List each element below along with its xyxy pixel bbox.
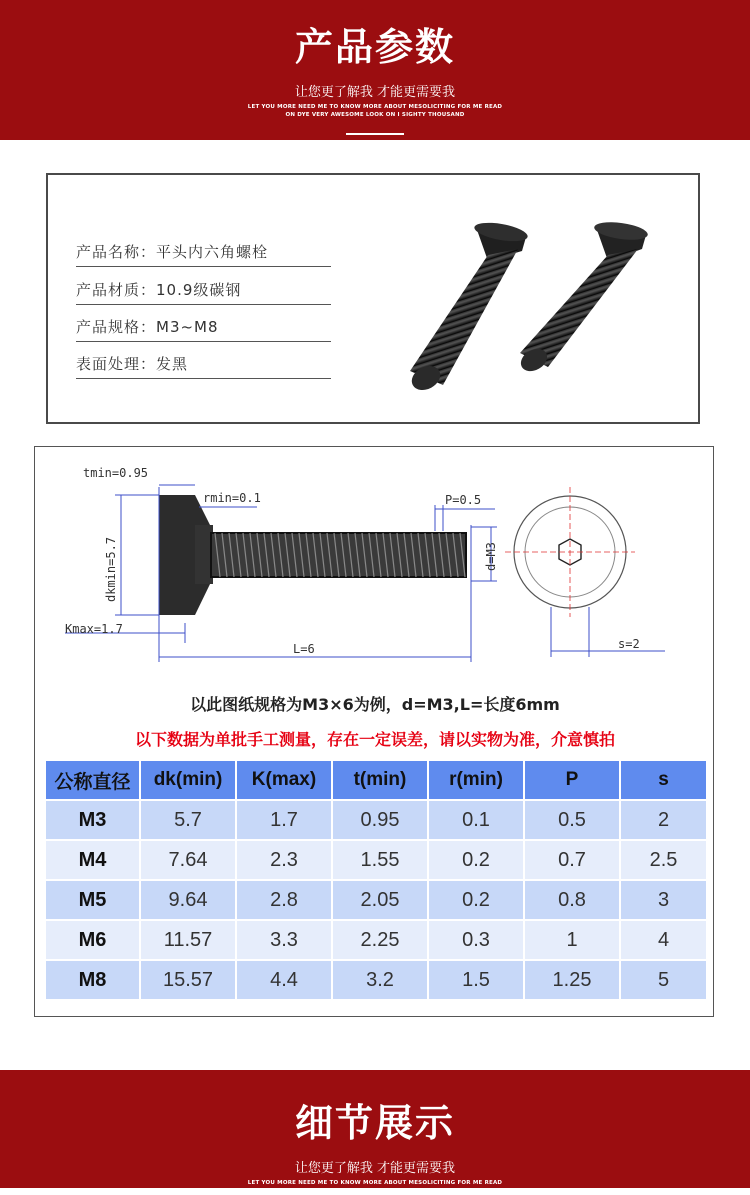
spec-size: 产品规格：M3~M8: [76, 316, 331, 342]
cell: 3: [620, 880, 707, 920]
bolt-right: [517, 219, 649, 375]
spec-name: 产品名称：平头内六角螺栓: [76, 241, 331, 267]
header-cell: s: [620, 760, 707, 800]
cell: M3: [45, 800, 140, 840]
header-cell: t(min): [332, 760, 428, 800]
cell: 0.5: [524, 800, 620, 840]
cell: 0.8: [524, 880, 620, 920]
cell: 4.4: [236, 960, 332, 1000]
cell: 1.25: [524, 960, 620, 1000]
cell: 5.7: [140, 800, 236, 840]
label-l: L=6: [293, 642, 315, 656]
table-row: [45, 880, 707, 920]
label-rmin: rmin=0.1: [203, 491, 261, 505]
english-tagline-1: LET YOU MORE NEED ME TO KNOW MORE ABOUT MESOLICITING FOR ME READ: [247, 1180, 503, 1186]
header-cell: dk(min): [140, 760, 236, 800]
technical-drawing: [35, 447, 715, 682]
cell: 1.5: [428, 960, 524, 1000]
cell: M5: [45, 880, 140, 920]
table-row: [45, 800, 707, 840]
warning-caption: 以下数据为单批手工测量，存在一定误差，请以实物为准，介意慎拍: [134, 730, 615, 749]
english-tagline-2: ON DYE VERY AWESOME LOOK ON I SIGHTY THOUSAND: [285, 112, 465, 118]
cell: 0.95: [332, 800, 428, 840]
cell: 3.3: [236, 920, 332, 960]
english-tagline-1: LET YOU MORE NEED ME TO KNOW MORE ABOUT MESOLICITING FOR ME READ: [247, 104, 503, 110]
label-p: P=0.5: [445, 493, 482, 507]
cell: 2.5: [620, 840, 707, 880]
cell: 15.57: [140, 960, 236, 1000]
label-dkmin: dkmin=5.7: [104, 536, 118, 602]
cell: 0.2: [428, 840, 524, 880]
divider: [346, 133, 404, 135]
cell: M4: [45, 840, 140, 880]
spec-surface: 表面处理：发黑: [76, 353, 331, 379]
spec-table: [44, 759, 708, 1001]
cell: M8: [45, 960, 140, 1000]
label-d: d=M3: [484, 542, 498, 571]
bolt-left: [408, 219, 529, 394]
cell: 5: [620, 960, 707, 1000]
product-info-panel: [46, 173, 700, 424]
cell: 4: [620, 920, 707, 960]
cell: 1: [524, 920, 620, 960]
cell: 2.8: [236, 880, 332, 920]
cell: 11.57: [140, 920, 236, 960]
cell: 2.25: [332, 920, 428, 960]
table-header-row: [45, 760, 707, 800]
cell: 0.2: [428, 880, 524, 920]
example-caption: 以此图纸规格为M3×6为例，d=M3,L=长度6mm: [190, 695, 560, 714]
table-row: [45, 960, 707, 1000]
cell: M6: [45, 920, 140, 960]
header-banner: [0, 0, 750, 140]
cell: 9.64: [140, 880, 236, 920]
label-s: s=2: [618, 637, 640, 651]
label-kmax: Kmax=1.7: [65, 622, 123, 636]
cell: 7.64: [140, 840, 236, 880]
cell: 3.2: [332, 960, 428, 1000]
section-title: 细节展示: [294, 1101, 455, 1145]
header-cell: r(min): [428, 760, 524, 800]
spec-material: 产品材质：10.9级碳钢: [76, 279, 331, 305]
cell: 2: [620, 800, 707, 840]
english-tagline-2: ON DYE VERY AWESOME LOOK ON I SIGHTY THOUSAND: [285, 1188, 465, 1194]
cell: 0.7: [524, 840, 620, 880]
section-title: 产品参数: [294, 25, 455, 69]
cell: 2.05: [332, 880, 428, 920]
cell: 1.55: [332, 840, 428, 880]
cell: 0.1: [428, 800, 524, 840]
section-subtitle: 让您更了解我 才能更需要我: [294, 85, 456, 100]
table-row: [45, 840, 707, 880]
cell: 0.3: [428, 920, 524, 960]
section-subtitle: 让您更了解我 才能更需要我: [294, 1161, 456, 1176]
header-cell: P: [524, 760, 620, 800]
footer-banner: [0, 1070, 750, 1194]
header-cell: K(max): [236, 760, 332, 800]
cell: 2.3: [236, 840, 332, 880]
table-row: [45, 920, 707, 960]
header-cell: 公称直径: [45, 760, 140, 800]
label-tmin: tmin=0.95: [83, 466, 149, 480]
bolt-photo: [48, 175, 702, 426]
cell: 1.7: [236, 800, 332, 840]
